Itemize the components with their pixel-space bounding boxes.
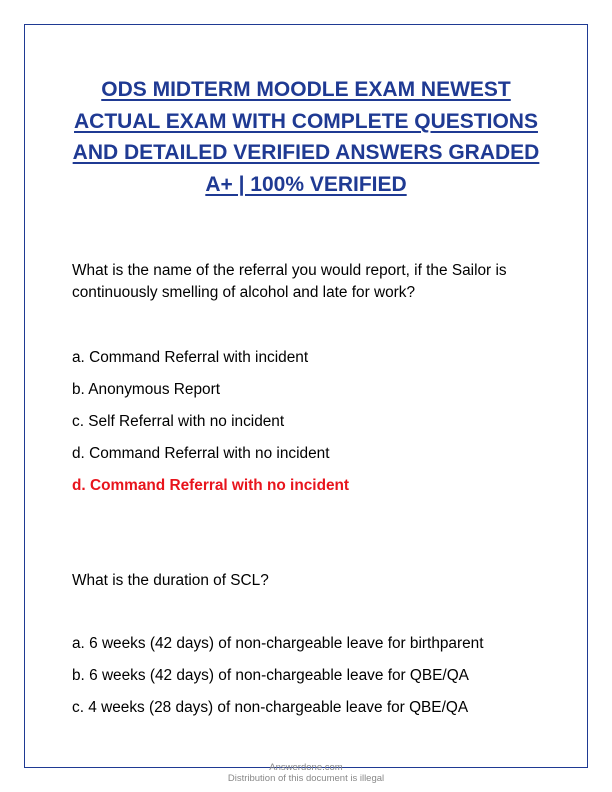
- question-2-text: What is the duration of SCL?: [72, 572, 269, 589]
- document-title-text: ODS MIDTERM MOODLE EXAM NEWEST ACTUAL EXAM WITH COMPLETE QUESTIONS AND DETAILED VERIFIED ANSWERS GRADED A+ | 100% VERIFIED: [72, 78, 540, 196]
- question-1-option-c: c. Self Referral with no incident: [72, 413, 285, 430]
- footer-notice: Distribution of this document is illegal: [227, 773, 385, 784]
- question-1-option-d: d. Command Referral with no incident: [72, 445, 330, 462]
- question-1-option-a: a. Command Referral with incident: [72, 349, 309, 366]
- document-title: [60, 74, 552, 200]
- question-2-option-b: b. 6 weeks (42 days) of non-chargeable leave for QBE/QA: [72, 667, 469, 684]
- question-2-option-c: c. 4 weeks (28 days) of non-chargeable leave for QBE/QA: [72, 699, 469, 716]
- footer-watermark: Answerdone.com: [269, 762, 343, 773]
- question-2-option-a: a. 6 weeks (42 days) of non-chargeable leave for birthparent: [72, 635, 484, 652]
- question-1-option-b: b. Anonymous Report: [72, 381, 221, 398]
- question-1-answer: d. Command Referral with no incident: [72, 477, 350, 494]
- question-1-text: What is the name of the referral you would report, if the Sailor is continuously smelling of alcohol and late for work?: [72, 262, 507, 301]
